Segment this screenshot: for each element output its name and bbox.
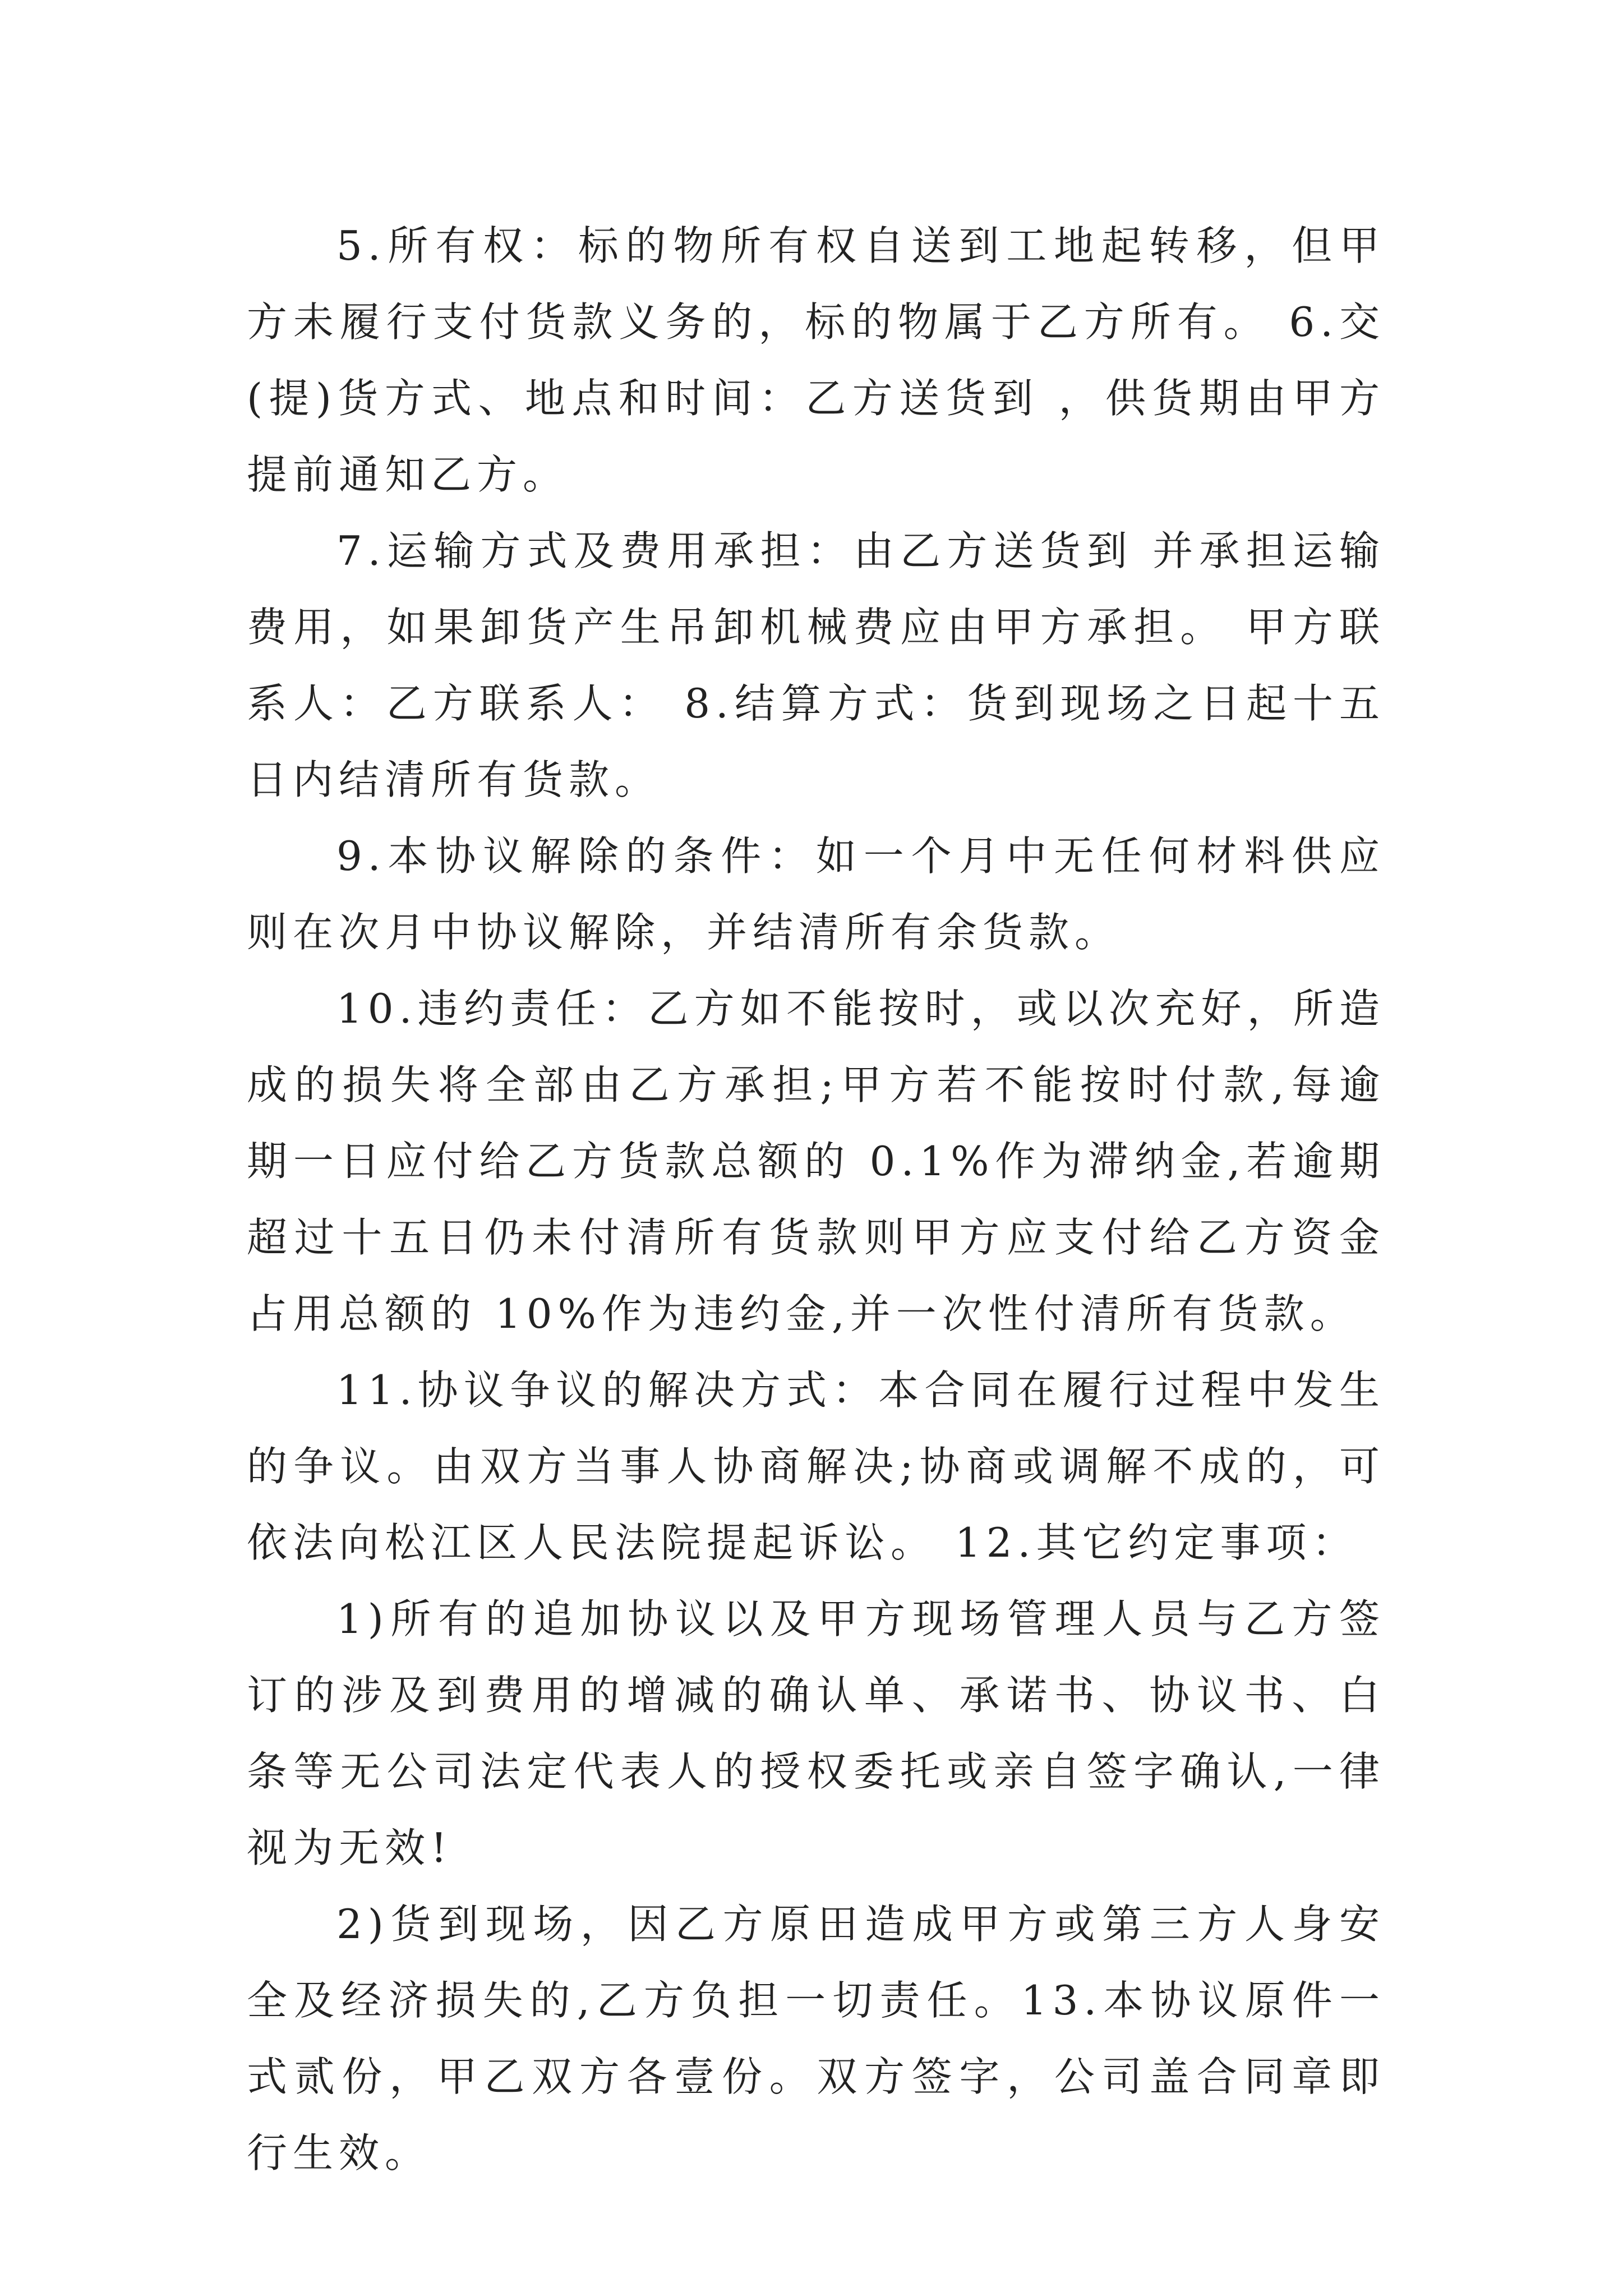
clause-12-item-1: 1)所有的追加协议以及甲方现场管理人员与乙方签订的涉及到费用的增减的确认单、承诺书、协议书、白条等无公司法定代表人的授权委托或亲自签字确认,一律视为无效!: [247, 1595, 1385, 1871]
clause-9-termination: 9.本协议解除的条件：如一个月中无任何材料供应则在次月中协议解除，并结清所有余货款。: [247, 832, 1385, 956]
clause-11-12-disputes-other: 11.协议争议的解决方式：本合同在履行过程中发生的争议。由双方当事人协商解决;协商或调解不成的，可依法向松江区人民法院提起诉讼。 12.其它约定事项：: [247, 1366, 1385, 1566]
clause-5-6-ownership-delivery: 5.所有权：标的物所有权自送到工地起转移，但甲方未履行支付货款义务的，标的物属于乙方所有。 6.交(提)货方式、地点和时间：乙方送货到 ，供货期由甲方提前通知乙方。: [247, 222, 1385, 498]
clause-12-item-2-and-13: 2)货到现场，因乙方原田造成甲方或第三方人身安全及经济损失的,乙方负担一切责任。13.本协议原件一式贰份，甲乙双方各壹份。双方签字，公司盖合同章即行生效。: [247, 1901, 1385, 2177]
document-body: [247, 208, 1385, 2191]
clause-7-8-transport-settlement: 7.运输方式及费用承担：由乙方送货到 并承担运输费用，如果卸货产生吊卸机械费应由甲方承担。 甲方联系人：乙方联系人： 8.结算方式：货到现场之日起十五日内结清所有货款。: [247, 527, 1385, 803]
clause-10-breach-liability: 10.违约责任：乙方如不能按时，或以次充好，所造成的损失将全部由乙方承担;甲方若不能按时付款,每逾期一日应付给乙方货款总额的 0.1%作为滞纳金,若逾期超过十五日仍未付清所有货款则甲方应支付给乙方资金占用总额的 10%作为违约金,并一次性付清所有货款。: [247, 985, 1385, 1337]
